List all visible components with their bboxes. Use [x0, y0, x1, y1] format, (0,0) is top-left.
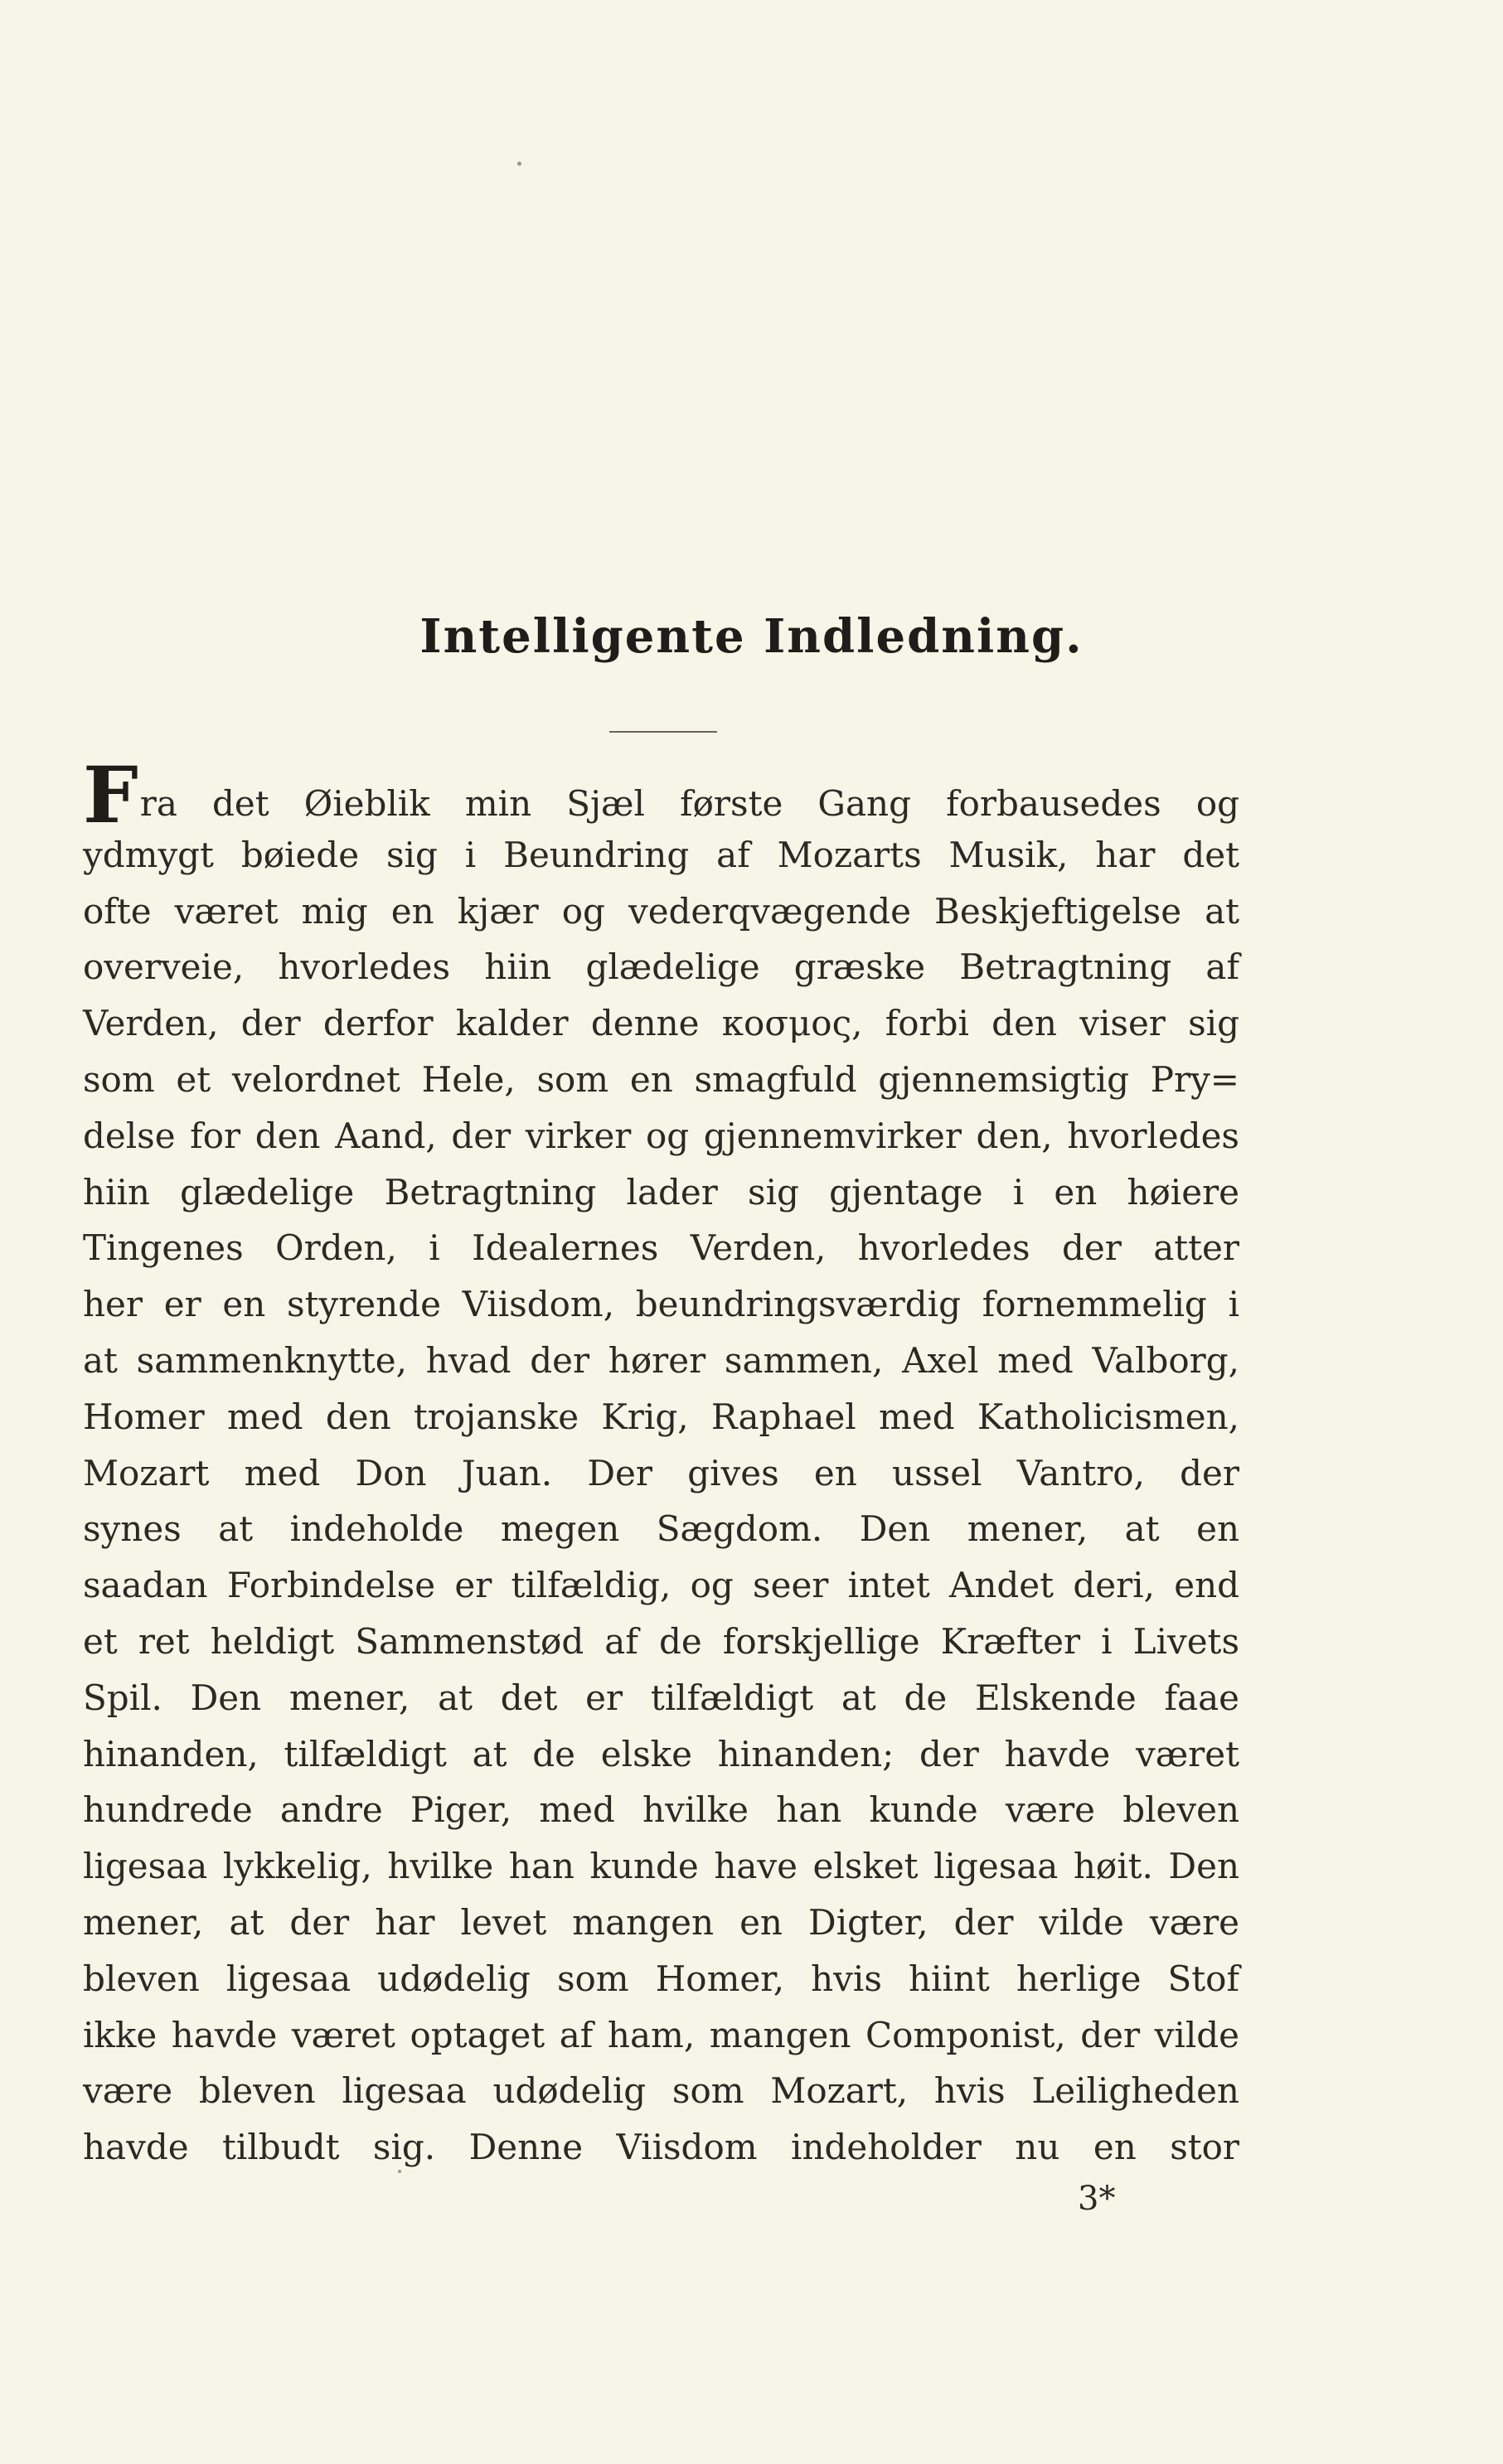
text-line: bleven ligesaa udødelig som Homer, hvis hiint herlige Stof [83, 1958, 1239, 1999]
text-line: Spil. Den mener, at det er tilfældigt at de Elskende faae [83, 1677, 1239, 1718]
text-line-first [83, 750, 1239, 841]
text-line: Homer med den trojanske Krig, Raphael med Katholicismen, [83, 1396, 1239, 1437]
text-line: havde tilbudt sig. Denne Viisdom indeholder nu en stor [83, 2127, 1239, 2168]
text-line: her er en styrende Viisdom, beundringsværdig fornemmelig i [83, 1284, 1239, 1325]
text-line: Mozart med Don Juan. Der gives en ussel Vantro, der [83, 1452, 1239, 1493]
text-line: hundrede andre Piger, med hvilke han kunde være bleven [83, 1789, 1239, 1831]
text-line: delse for den Aand, der virker og gjennemvirker den, hvorledes [83, 1115, 1239, 1156]
text-line: ikke havde været optaget af ham, mangen Componist, der vilde [83, 2014, 1239, 2055]
text-line: hinanden, tilfældigt at de elske hinanden; der havde været [83, 1733, 1239, 1774]
drop-cap: F [83, 750, 138, 841]
body-text [83, 750, 1239, 2176]
text-line: overveie, hvorledes hiin glædelige græske Betragtning af [83, 946, 1239, 988]
text-line: som et velordnet Hele, som en smagfuld gjennemsigtig Pry= [83, 1058, 1239, 1100]
text-line: saadan Forbindelse er tilfældig, og seer intet Andet deri, end [83, 1565, 1239, 1606]
text-line: Verden, der derfor kalder denne κοσμος, forbi den viser sig [83, 1003, 1239, 1044]
chapter-title: Intelligente Indledning. [419, 609, 1084, 664]
text-line: hiin glædelige Betragtning lader sig gjentage i en høiere [83, 1171, 1239, 1213]
text-line: ydmygt bøiede sig i Beundring af Mozarts Musik, har det [83, 834, 1239, 875]
text-line: være bleven ligesaa udødelig som Mozart, hvis Leiligheden [83, 2070, 1239, 2112]
text-line: synes at indeholde megen Sægdom. Den mener, at en [83, 1508, 1239, 1550]
title-divider [609, 731, 717, 733]
text-line: mener, at der har levet mangen en Digter, der vilde være [83, 1901, 1239, 1943]
text-line: et ret heldigt Sammenstød af de forskjellige Kræfter i Livets [83, 1620, 1239, 1662]
first-line-text: ra det Øieblik min Sjæl første Gang forbausedes og [139, 783, 1239, 824]
text-line: Tingenes Orden, i Idealernes Verden, hvorledes der atter [83, 1227, 1239, 1269]
text-line: ofte været mig en kjær og vederqvægende Beskjeftigelse at [83, 890, 1239, 932]
text-line: ligesaa lykkelig, hvilke han kunde have elsket ligesaa høit. Den [83, 1846, 1239, 1887]
paper-speck [517, 162, 521, 166]
page-number: 3* [1078, 2180, 1116, 2218]
text-line: at sammenknytte, hvad der hører sammen, Axel med Valborg, [83, 1339, 1239, 1381]
